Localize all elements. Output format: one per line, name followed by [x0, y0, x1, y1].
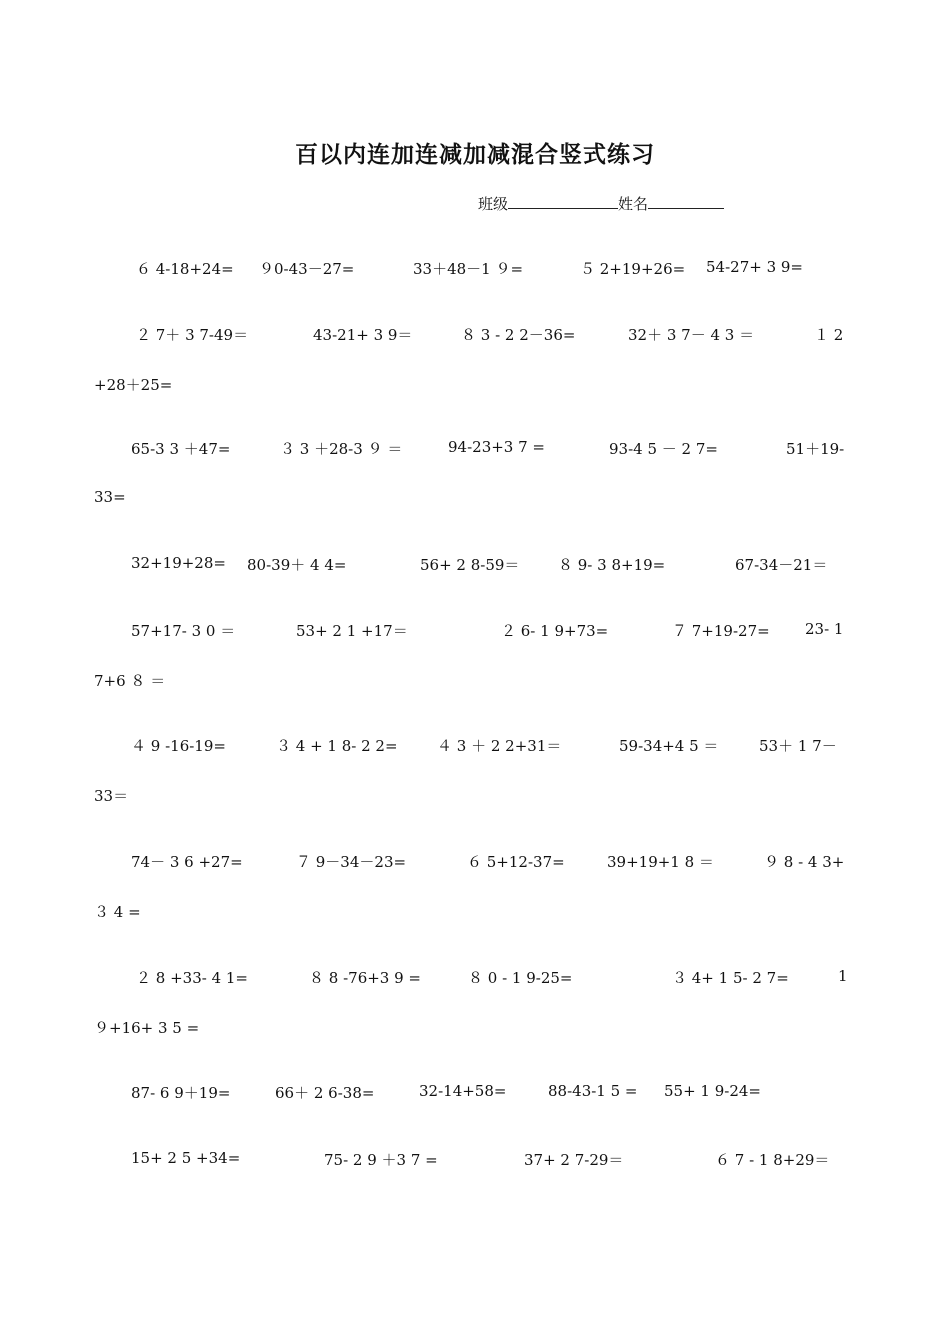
math-problem: 75- 2 9 ＋3 7 = [324, 1151, 438, 1169]
math-problem: ９0-43－27= [259, 260, 355, 278]
math-problem: 59-34+4 5 ＝ [619, 737, 719, 755]
math-problem: ２ 6- 1 9+73= [501, 622, 609, 640]
math-problem: 54-27+ 3 9= [706, 258, 804, 276]
math-problem: 67-34－21＝ [735, 556, 828, 574]
math-problem: ７ 9－34－23= [296, 853, 407, 871]
math-problem: ５ 2+19+26= [580, 260, 686, 278]
math-problem: 94-23+3 7 = [448, 438, 546, 456]
math-problem: 88-43-1 5 = [548, 1082, 638, 1100]
math-problem: ６ 4-18+24= [136, 260, 234, 278]
math-problem: 51＋19- [786, 440, 845, 458]
math-problem: ９ 8 - 4 3+ [764, 853, 845, 871]
math-problem: 55+ 1 9-24= [664, 1082, 762, 1100]
math-problem: 53＋ 1 7－ [759, 737, 837, 755]
math-problem: ７ 7+19-27= [672, 622, 770, 640]
math-problem: 39+19+1 8 ＝ [607, 853, 714, 871]
name-label: 姓名 [618, 195, 649, 213]
math-problem: ４ 3 ＋ 2 2+31＝ [437, 737, 562, 755]
math-problem: ３ 4 + 1 8- 2 2= [276, 737, 398, 755]
math-problem: ６ 7 - 1 8+29＝ [715, 1151, 830, 1169]
math-problem: 87- 6 9＋19= [131, 1084, 231, 1102]
math-problem-continuation: 33＝ [94, 787, 129, 805]
math-problem: 23- 1 [805, 620, 844, 638]
class-blank [508, 194, 618, 209]
math-problem: 74－ 3 6 +27= [131, 853, 243, 871]
math-problem: ３ 4+ 1 5- 2 7= [672, 969, 789, 987]
math-problem-continuation: ９+16+ 3 5 = [94, 1019, 200, 1037]
math-problem: 32+19+28= [131, 554, 226, 572]
math-problem: 1 [838, 967, 848, 985]
math-problem: ８ 9- 3 8+19= [558, 556, 666, 574]
math-problem: 66＋ 2 6-38= [275, 1084, 375, 1102]
math-problem: 56+ 2 8-59＝ [420, 556, 520, 574]
math-problem: 65-3 3 ＋47= [131, 440, 231, 458]
student-info [478, 193, 724, 214]
math-problem: ３ 3 ＋28-3 ９ ＝ [280, 440, 403, 458]
math-problem: ８ 8 -76+3 9 = [309, 969, 421, 987]
math-problem-continuation: +28＋25= [94, 376, 173, 394]
name-blank [648, 194, 724, 209]
math-problem-continuation: ３ 4 = [94, 903, 141, 921]
math-problem: 80-39＋ 4 4= [247, 556, 347, 574]
math-problem: ２ 8 +33- 4 1= [136, 969, 248, 987]
math-problem: 37+ 2 7-29＝ [524, 1151, 624, 1169]
math-problem: 15+ 2 5 +34= [131, 1149, 241, 1167]
math-problem: 93-4 5 － 2 7= [609, 440, 718, 458]
math-problem: ８ 0 - 1 9-25= [468, 969, 573, 987]
math-problem: ８ 3 - 2 2－36= [461, 326, 576, 344]
math-problem: ６ 5+12-37= [467, 853, 565, 871]
math-problem: 43-21+ 3 9＝ [313, 326, 413, 344]
math-problem: 32-14+58= [419, 1082, 507, 1100]
math-problem-continuation: 33= [94, 488, 126, 506]
math-problem: 57+17- 3 0 ＝ [131, 622, 236, 640]
math-problem: １ 2 [814, 326, 844, 344]
math-problem: 53+ 2 1 +17＝ [296, 622, 408, 640]
page-title: 百以内连加连减加减混合竖式练习 [295, 141, 655, 168]
math-problem-continuation: 7+6 ８ ＝ [94, 672, 166, 690]
math-problem: ２ 7＋ 3 7-49＝ [136, 326, 249, 344]
class-label: 班级 [478, 195, 509, 213]
math-problem: ４ 9 -16-19= [131, 737, 226, 755]
math-problem: 32＋ 3 7－ 4 3 ＝ [628, 326, 755, 344]
math-problem: 33＋48－1 ９= [413, 260, 524, 278]
